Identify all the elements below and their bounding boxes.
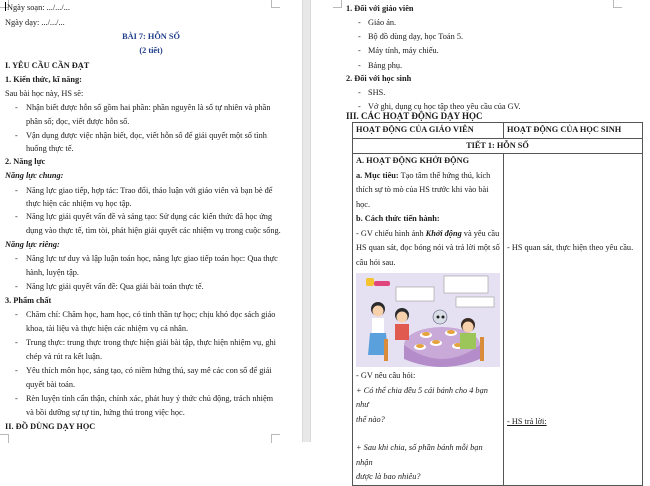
- goal-line-cont: thích sự tò mò của HS trước khi vào bài học.: [356, 185, 489, 209]
- document-page-right: [311, 0, 650, 481]
- gv-show-suffix: và yêu cầu: [461, 228, 500, 238]
- gv-show-emphasis: Khởi động: [425, 228, 462, 238]
- list-item: Năng lực giao tiếp, hợp tác: Trao đổi, thảo luận với giáo viên và bạn bè để: [26, 186, 273, 195]
- list-item: Nhận biết được hỗn số gồm hai phần: phần nguyên là số tự nhiên và phần: [26, 103, 271, 112]
- document-page-left: [0, 0, 302, 442]
- goal-line: [356, 169, 500, 184]
- activity-title: A. HOẠT ĐỘNG KHỞI ĐỘNG: [356, 156, 470, 165]
- bullet-dash: -: [358, 61, 361, 70]
- list-item: Yêu thích môn học, sáng tạo, có niềm hứng thú, say mê các con số để giải: [26, 366, 272, 375]
- crop-mark: [271, 434, 280, 443]
- bullet-dash: -: [358, 32, 361, 41]
- lesson-periods: (2 tiết): [139, 46, 163, 55]
- bullet-dash: -: [358, 102, 361, 111]
- illustration-image: [356, 273, 500, 367]
- general-competence-heading: Năng lực chung:: [5, 171, 64, 180]
- bullet-dash: -: [358, 88, 361, 97]
- student-activity-cell: [504, 154, 643, 486]
- list-item: Bảng phụ.: [368, 61, 403, 70]
- list-item: Máy tính, máy chiếu.: [368, 46, 439, 55]
- bullet-dash: -: [15, 338, 18, 347]
- list-item-cont: và bồi dưỡng sự tự tin, hứng thú trong việc học.: [26, 408, 185, 417]
- gv-show-line: [356, 227, 500, 242]
- bullet-dash: -: [15, 212, 18, 221]
- warmup-illustration[interactable]: [356, 273, 500, 367]
- column-header-student: HOẠT ĐỘNG CỦA HỌC SINH: [504, 123, 643, 139]
- text-cursor: [5, 2, 6, 11]
- page-gap: [302, 0, 311, 442]
- bullet-dash: -: [358, 46, 361, 55]
- question-1: + Có thể chia đều 5 cái bánh cho 4 bạn như: [356, 385, 488, 409]
- section-teaching-materials-heading: II. ĐỒ DÙNG DẠY HỌC: [5, 422, 96, 431]
- question-2: + Sau khi chia, số phần bánh mỗi bạn nhận: [356, 443, 483, 467]
- bullet-dash: -: [358, 18, 361, 27]
- table-header-row: [353, 123, 643, 139]
- knowledge-skills-heading: 1. Kiến thức, kĩ năng:: [5, 75, 82, 84]
- question-1-cont: thế nào?: [356, 414, 385, 424]
- table-row: [353, 154, 643, 486]
- crop-mark: [333, 0, 342, 8]
- teacher-activity-cell: [353, 154, 504, 486]
- list-item: Rèn luyện tính cẩn thận, chính xác, phát huy ý thức chủ động, trách nhiệm: [26, 394, 274, 403]
- list-item-cont: phân số; đọc, viết được hỗn số.: [26, 117, 130, 126]
- spacer: [507, 256, 639, 415]
- list-item-cont: huống thực tế.: [26, 144, 74, 153]
- knowledge-intro: Sau bài học này, HS sẽ:: [5, 89, 84, 98]
- date-taught: Ngày dạy: .../.../...: [5, 18, 65, 27]
- list-item: Chăm chỉ: Chăm học, ham học, có tinh thần tự học; chịu khó đọc sách giáo: [26, 310, 276, 319]
- for-student-heading: 2. Đối với học sinh: [346, 74, 412, 83]
- goal-text: Tạo tâm thế hứng thú, kích: [398, 170, 491, 180]
- list-item: Vở ghi, dụng cụ học tập theo yêu cầu của GV.: [368, 102, 521, 111]
- date-prepared[interactable]: [5, 2, 70, 13]
- crop-mark: [271, 0, 280, 8]
- bullet-dash: -: [15, 186, 18, 195]
- list-item-cont: dụng vào thực tế, tìm tòi, phát hiện giải quyết các nhiệm vụ trong cuộc sống.: [26, 226, 281, 235]
- section-requirements-heading: I. YÊU CẦU CẦN ĐẠT: [5, 61, 90, 70]
- spacer: [507, 154, 639, 241]
- competence-heading: 2. Năng lực: [5, 157, 46, 166]
- for-teacher-heading: 1. Đối với giáo viên: [346, 4, 414, 13]
- list-item-cont: chép và rút ra kết luận.: [26, 352, 103, 361]
- section-activities-heading: III. CÁC HOẠT ĐỘNG DẠY HỌC: [346, 111, 483, 121]
- list-item-cont: thực hiện các nhiệm vụ học tập.: [26, 199, 132, 208]
- list-item: Năng lực tư duy và lập luận toán học, năng lực giao tiếp toán học: Qua thực: [26, 254, 278, 263]
- bullet-dash: -: [15, 366, 18, 375]
- question-2-cont: được là bao nhiêu?: [356, 472, 421, 481]
- list-item: SHS.: [368, 88, 386, 97]
- goal-label: a. Mục tiêu:: [356, 170, 399, 180]
- list-item: Năng lực giải quyết vấn đề: Qua giải bài toán thực tế.: [26, 282, 204, 291]
- list-item-cont: khoa, tài liệu và thực hiện các nhiệm vụ cá nhân.: [26, 324, 189, 333]
- bullet-dash: -: [15, 282, 18, 291]
- gv-show-line-2: HS quan sát, đọc bóng nói và trả lời một số: [356, 243, 500, 252]
- gv-ask: - GV nêu câu hỏi:: [356, 371, 416, 380]
- list-item: Vận dụng được việc nhận biết, đọc, viết hỗn số để giải quyết một số tình: [26, 131, 267, 140]
- date-prepared-text: Ngày soạn: .../.../...: [7, 3, 70, 12]
- bullet-dash: -: [15, 131, 18, 140]
- bullet-dash: -: [15, 310, 18, 319]
- crop-mark: [0, 434, 9, 443]
- bullet-dash: -: [15, 254, 18, 263]
- list-item-cont: hành, luyện tập.: [26, 268, 79, 277]
- list-item: Trung thực: trung thực trong thực hiện giải bài tập, thực hiện nhiệm vụ, ghi: [26, 338, 276, 347]
- bullet-dash: -: [15, 394, 18, 403]
- table-period-row: [353, 138, 643, 154]
- list-item: Năng lực giải quyết vấn đề và sáng tạo: Sử dụng các kiến thức đã học ứng: [26, 212, 273, 221]
- activities-table: [352, 122, 643, 486]
- period-title: TIẾT 1: HỖN SỐ: [353, 138, 643, 154]
- bullet-dash: -: [15, 103, 18, 112]
- specific-competence-heading: Năng lực riêng:: [5, 240, 60, 249]
- gv-show-prefix: - GV chiếu hình ảnh: [356, 228, 426, 238]
- gv-show-line-3: câu hỏi sau.: [356, 257, 396, 267]
- crop-mark: [613, 0, 622, 8]
- lesson-title: BÀI 7: HỖN SỐ: [122, 32, 180, 41]
- method-label: b. Cách thức tiến hành:: [356, 214, 440, 223]
- hs-answer: - HS trả lời:: [507, 416, 547, 426]
- spacer: [356, 427, 500, 441]
- qualities-heading: 3. Phẩm chất: [5, 296, 52, 305]
- list-item: Giáo án.: [368, 18, 397, 27]
- list-item: Bộ đồ dùng dạy, học Toán 5.: [368, 32, 464, 41]
- hs-observe: - HS quan sát, thực hiện theo yêu cầu.: [507, 243, 634, 252]
- column-header-teacher: HOẠT ĐỘNG CỦA GIÁO VIÊN: [353, 123, 504, 139]
- list-item-cont: quyết bài toán.: [26, 380, 76, 389]
